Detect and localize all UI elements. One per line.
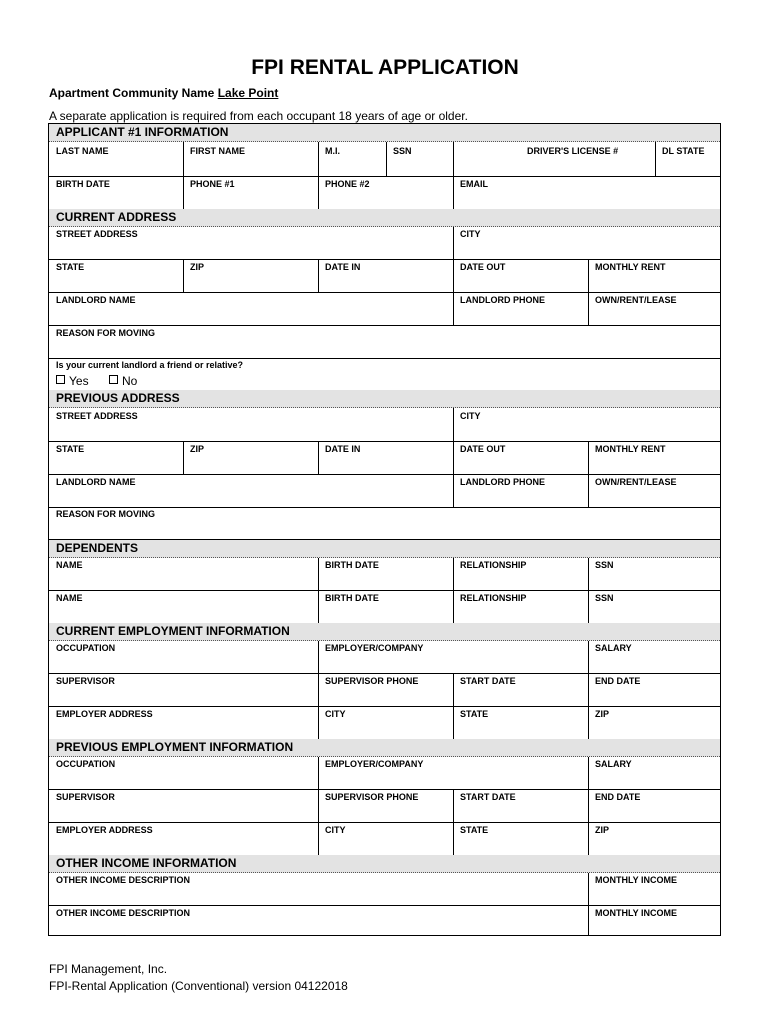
community-line xyxy=(49,86,278,100)
landlord-relative-question: Is your current landlord a friend or relative? xyxy=(56,360,244,370)
current-supervisor-field[interactable]: SUPERVISOR xyxy=(56,676,115,686)
current-city-field[interactable]: CITY xyxy=(460,229,481,239)
dependent-1-name-field[interactable]: NAME xyxy=(56,560,83,570)
no-checkbox[interactable] xyxy=(109,375,118,384)
previous-supervisor-phone-field[interactable]: SUPERVISOR PHONE xyxy=(325,792,419,802)
current-state-field[interactable]: STATE xyxy=(56,262,85,272)
current-employer-field[interactable]: EMPLOYER/COMPANY xyxy=(325,643,424,653)
ssn-field[interactable]: SSN xyxy=(393,146,412,156)
first-name-field[interactable]: FIRST NAME xyxy=(190,146,245,156)
current-street-field[interactable]: STREET ADDRESS xyxy=(56,229,138,239)
previous-salary-field[interactable]: SALARY xyxy=(595,759,632,769)
previous-start-date-field[interactable]: START DATE xyxy=(460,792,516,802)
current-date-in-field[interactable]: DATE IN xyxy=(325,262,361,272)
other-income-2-description-field[interactable]: OTHER INCOME DESCRIPTION xyxy=(56,908,191,918)
phone1-field[interactable]: PHONE #1 xyxy=(190,179,235,189)
yes-label: Yes xyxy=(69,374,89,388)
current-employer-address-field[interactable]: EMPLOYER ADDRESS xyxy=(56,709,153,719)
dependent-2-birth-date-field[interactable]: BIRTH DATE xyxy=(325,593,379,603)
previous-end-date-field[interactable]: END DATE xyxy=(595,792,641,802)
previous-landlord-phone-field[interactable]: LANDLORD PHONE xyxy=(460,477,545,487)
current-landlord-name-field[interactable]: LANDLORD NAME xyxy=(56,295,136,305)
section-previous-address: PREVIOUS ADDRESS xyxy=(49,390,720,408)
community-label: Apartment Community Name xyxy=(49,86,215,100)
previous-date-in-field[interactable]: DATE IN xyxy=(325,444,361,454)
section-previous-employment: PREVIOUS EMPLOYMENT INFORMATION xyxy=(49,739,720,757)
dependent-2-name-field[interactable]: NAME xyxy=(56,593,83,603)
community-value: Lake Point xyxy=(217,86,279,100)
previous-street-field[interactable]: STREET ADDRESS xyxy=(56,411,138,421)
current-zip-field[interactable]: ZIP xyxy=(190,262,205,272)
last-name-field[interactable]: LAST NAME xyxy=(56,146,109,156)
section-current-address: CURRENT ADDRESS xyxy=(49,209,720,227)
previous-employer-city-field[interactable]: CITY xyxy=(325,825,346,835)
previous-employer-field[interactable]: EMPLOYER/COMPANY xyxy=(325,759,424,769)
page-title: FPI RENTAL APPLICATION xyxy=(251,56,519,79)
middle-initial-field[interactable]: M.I. xyxy=(325,146,340,156)
previous-state-field[interactable]: STATE xyxy=(56,444,85,454)
dependent-2-ssn-field[interactable]: SSN xyxy=(595,593,614,603)
dependent-1-birth-date-field[interactable]: BIRTH DATE xyxy=(325,560,379,570)
current-date-out-field[interactable]: DATE OUT xyxy=(460,262,506,272)
previous-employer-zip-field[interactable]: ZIP xyxy=(595,825,610,835)
previous-zip-field[interactable]: ZIP xyxy=(190,444,205,454)
current-supervisor-phone-field[interactable]: SUPERVISOR PHONE xyxy=(325,676,419,686)
previous-employer-state-field[interactable]: STATE xyxy=(460,825,489,835)
yes-option[interactable] xyxy=(56,374,89,388)
yes-checkbox[interactable] xyxy=(56,375,65,384)
other-income-2-amount-field[interactable]: MONTHLY INCOME xyxy=(595,908,678,918)
previous-landlord-name-field[interactable]: LANDLORD NAME xyxy=(56,477,136,487)
email-field[interactable]: EMAIL xyxy=(460,179,488,189)
footer-company: FPI Management, Inc. xyxy=(49,962,168,976)
dependent-2-relationship-field[interactable]: RELATIONSHIP xyxy=(460,593,527,603)
previous-date-out-field[interactable]: DATE OUT xyxy=(460,444,506,454)
previous-supervisor-field[interactable]: SUPERVISOR xyxy=(56,792,115,802)
birth-date-field[interactable]: BIRTH DATE xyxy=(56,179,110,189)
section-applicant: APPLICANT #1 INFORMATION xyxy=(49,124,720,142)
previous-own-rent-field[interactable]: OWN/RENT/LEASE xyxy=(595,477,677,487)
current-monthly-rent-field[interactable]: MONTHLY RENT xyxy=(595,262,666,272)
dependent-1-ssn-field[interactable]: SSN xyxy=(595,560,614,570)
occupant-note: A separate application is required from each occupant 18 years of age or older. xyxy=(49,109,468,123)
current-employer-zip-field[interactable]: ZIP xyxy=(595,709,610,719)
previous-city-field[interactable]: CITY xyxy=(460,411,481,421)
drivers-license-field[interactable]: DRIVER'S LICENSE # xyxy=(527,146,619,156)
no-label: No xyxy=(122,374,138,388)
previous-occupation-field[interactable]: OCCUPATION xyxy=(56,759,116,769)
previous-reason-field[interactable]: REASON FOR MOVING xyxy=(56,509,156,519)
current-employer-state-field[interactable]: STATE xyxy=(460,709,489,719)
section-current-employment: CURRENT EMPLOYMENT INFORMATION xyxy=(49,623,720,641)
previous-monthly-rent-field[interactable]: MONTHLY RENT xyxy=(595,444,666,454)
no-option[interactable] xyxy=(109,374,137,388)
application-form xyxy=(48,123,721,936)
other-income-1-description-field[interactable]: OTHER INCOME DESCRIPTION xyxy=(56,875,191,885)
current-landlord-phone-field[interactable]: LANDLORD PHONE xyxy=(460,295,545,305)
current-reason-field[interactable]: REASON FOR MOVING xyxy=(56,328,156,338)
dl-state-field[interactable]: DL STATE xyxy=(662,146,705,156)
footer-version: FPI-Rental Application (Conventional) version 04122018 xyxy=(49,979,348,993)
current-start-date-field[interactable]: START DATE xyxy=(460,676,516,686)
current-own-rent-field[interactable]: OWN/RENT/LEASE xyxy=(595,295,677,305)
dependent-1-relationship-field[interactable]: RELATIONSHIP xyxy=(460,560,527,570)
section-dependents: DEPENDENTS xyxy=(49,540,720,558)
current-occupation-field[interactable]: OCCUPATION xyxy=(56,643,116,653)
previous-employer-address-field[interactable]: EMPLOYER ADDRESS xyxy=(56,825,153,835)
other-income-1-amount-field[interactable]: MONTHLY INCOME xyxy=(595,875,678,885)
current-end-date-field[interactable]: END DATE xyxy=(595,676,641,686)
phone2-field[interactable]: PHONE #2 xyxy=(325,179,370,189)
current-employer-city-field[interactable]: CITY xyxy=(325,709,346,719)
section-other-income: OTHER INCOME INFORMATION xyxy=(49,855,720,873)
current-salary-field[interactable]: SALARY xyxy=(595,643,632,653)
